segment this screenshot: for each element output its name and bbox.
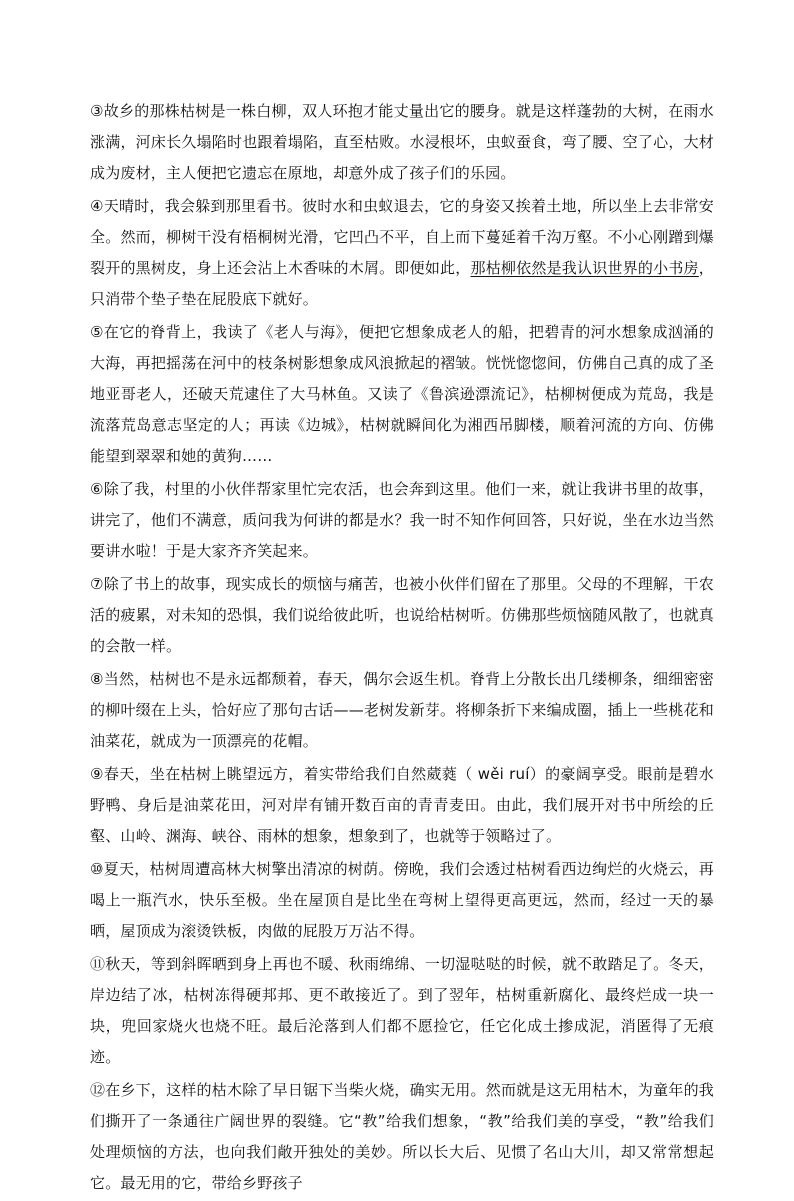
paragraph-number: ③ (90, 102, 104, 120)
paragraph-text: 在它的脊背上，我读了《老人与海》，便把它想象成老人的船，把碧青的河水想象成汹涌的大海，再把摇荡在河中的枝条树影想象成风浪掀起的褶皱。恍恍惚惚间，仿佛自己真的成了圣地亚哥老人，还破天荒逮住了大马林鱼。又读了《鲁滨逊漂流记》，枯柳树便成为荒岛，我是流落荒岛意志坚定的人；再读《边城》，枯树就瞬间化为湘西吊脚楼，顺着河流的方向、仿佛能望到翠翠和她的黄狗…… (90, 323, 714, 465)
paragraph-text: 夏天，枯树周遭高林大树擎出清凉的树荫。傍晚，我们会透过枯树看西边绚烂的火烧云，再喝上一瓶汽水，快乐至极。坐在屋顶自是比坐在弯树上望得更高更远，然而，经过一天的暴晒，屋顶成为滚烫铁板，肉做的屁股万万沾不得。 (90, 860, 714, 940)
paragraph-number: ⑧ (90, 670, 104, 688)
paragraph-text: 除了书上的故事，现实成长的烦恼与痛苦，也被小伙伴们留在了那里。父母的不理解，干农活的疲累，对未知的恐惧，我们说给彼此听，也说给枯树听。仿佛那些烦恼随风散了，也就真的会散一样。 (90, 575, 714, 655)
paragraph-12 (90, 1075, 714, 1199)
paragraph-number: ⑤ (90, 323, 104, 341)
article-body (90, 96, 714, 1201)
underlined-sentence: 那枯柳依然是我认识世界的小书房 (470, 259, 699, 277)
paragraph-10 (90, 854, 714, 947)
paragraph-number: ⑨ (90, 765, 104, 783)
paragraph-text: 春天，坐在枯树上眺望远方，着实带给我们自然葳蕤（ wěi ruí）的豪阔享受。眼前是碧水野鸭、身后是油菜花田，河对岸有铺开数百亩的青青麦田。由此，我们展开对书中所绘的丘壑、山岭、渊海、峡谷、雨林的想象，想象到了，也就等于领略过了。 (90, 765, 714, 845)
paragraph-8 (90, 664, 714, 757)
paragraph-number: ⑩ (90, 860, 104, 878)
paragraph-number: ⑦ (90, 575, 104, 593)
paragraph-text: 除了我，村里的小伙伴帮家里忙完农活，也会奔到这里。他们一来，就让我讲书里的故事，讲完了，他们不满意，质问我为何讲的都是水？我一时不知作何回答，只好说，坐在水边当然要讲水啦！于是大家齐齐笑起来。 (90, 480, 714, 560)
paragraph-number: ⑪ (90, 955, 106, 973)
paragraph-number: ⑥ (90, 480, 104, 498)
paragraph-number: ④ (90, 197, 104, 215)
paragraph-number: ⑫ (90, 1081, 106, 1099)
paragraph-text-tail: ，只消带个垫子垫在屁股底下就好。 (90, 259, 714, 308)
paragraph-text: 当然，枯树也不是永远都颓着，春天，偶尔会返生机。脊背上分散长出几缕柳条，细细密密的柳叶缀在上头，恰好应了那句古话——老树发新芽。将柳条折下来编成圈，插上一些桃花和油菜花，就成为一顶漂亮的花帽。 (90, 670, 714, 750)
paragraph-text: 天晴时，我会躲到那里看书。彼时水和虫蚁退去，它的身姿又挨着土地，所以坐上去非常安全。然而，柳树干没有梧桐树光滑，它凹凸不平，自上而下蔓延着千沟万壑。不小心刚蹭到爆裂开的黑树皮，身上还会沾上木香味的木屑。即便如此， (90, 197, 714, 277)
paragraph-5 (90, 317, 714, 472)
paragraph-text: 在乡下，这样的枯木除了早日锯下当柴火烧，确实无用。然而就是这无用枯木，为童年的我们撕开了一条通往广阔世界的裂缝。它“教”给我们想象，“教”给我们美的享受，“教”给我们处理烦恼的方法，也向我们敞开独处的美妙。所以长大后、见惯了名山大川，却又常常想起它。最无用的它，带给乡野孩子 (90, 1081, 715, 1192)
paragraph-11 (90, 949, 714, 1073)
paragraph-7 (90, 569, 714, 662)
paragraph-6 (90, 474, 714, 567)
paragraph-text: 故乡的那株枯树是一株白柳，双人环抱才能丈量出它的腰身。就是这样蓬勃的大树，在雨水涨满，河床长久塌陷时也跟着塌陷，直至枯败。水浸根坏，虫蚁蚕食，弯了腰、空了心，大材成为废材，主人便把它遗忘在原地，却意外成了孩子们的乐园。 (90, 102, 714, 182)
paragraph-4 (90, 191, 714, 315)
paragraph-9 (90, 759, 714, 852)
paragraph-text: 秋天，等到斜晖晒到身上再也不暖、秋雨绵绵、一切湿哒哒的时候，就不敢踏足了。冬天，岸边结了冰，枯树冻得硬邦邦、更不敢接近了。到了翌年，枯树重新腐化、最终烂成一块一块，兜回家烧火也烧不旺。最后沦落到人们都不愿捡它，任它化成土掺成泥，消匿得了无痕迹。 (90, 955, 715, 1066)
paragraph-3 (90, 96, 714, 189)
